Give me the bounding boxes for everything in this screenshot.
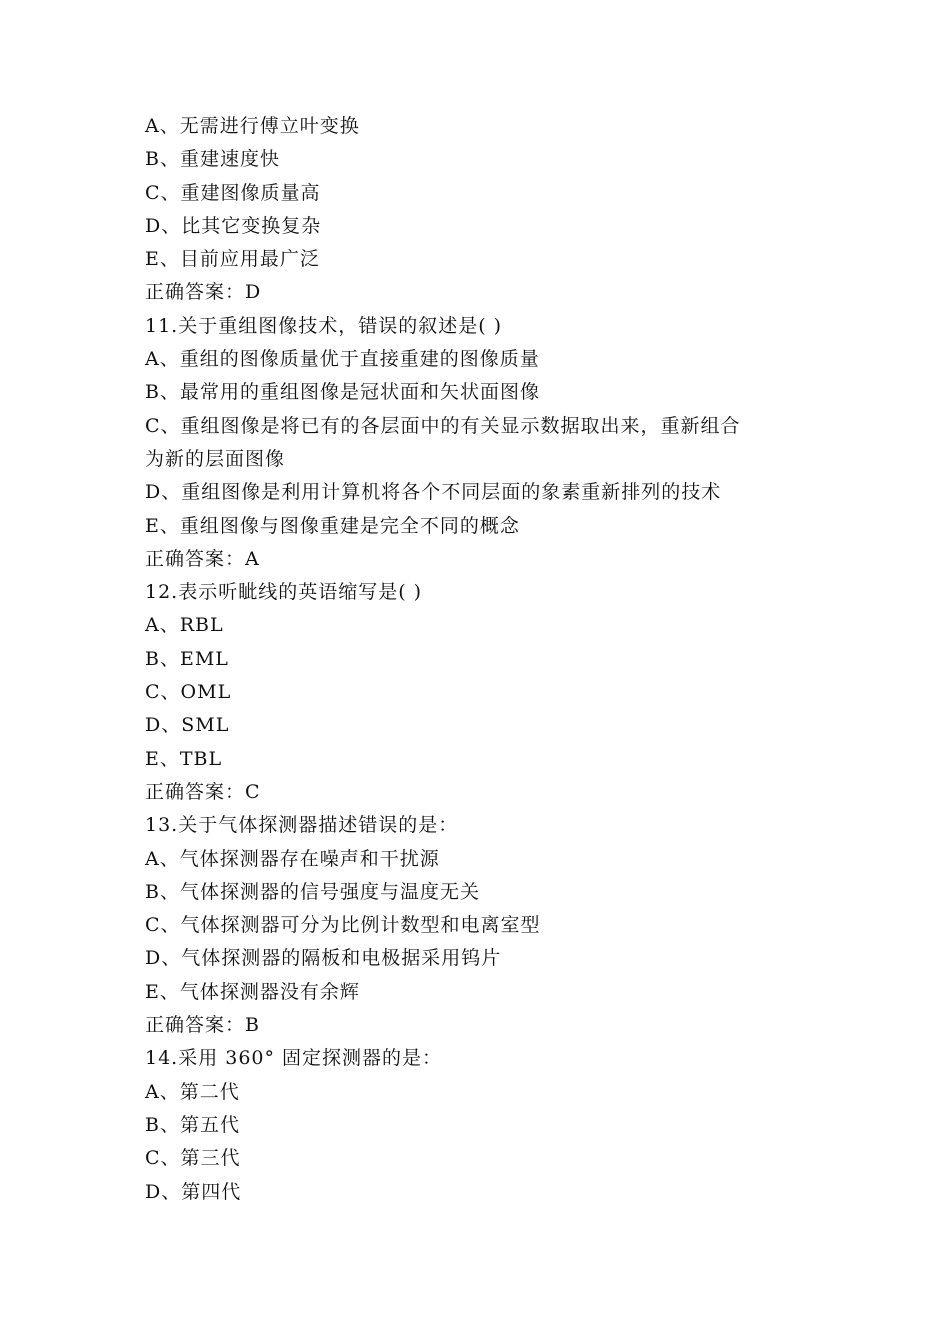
option-line: D、SML: [145, 714, 230, 737]
option-line: E、重组图像与图像重建是完全不同的概念: [145, 514, 520, 537]
answer-line: 正确答案：D: [145, 281, 262, 304]
option-line: A、气体探测器存在噪声和干扰源: [145, 847, 440, 870]
document-page: [145, 110, 825, 1209]
question-line: 14.采用 360° 固定探测器的是：: [145, 1047, 443, 1070]
option-line: B、EML: [145, 647, 229, 670]
option-line: A、第二代: [145, 1080, 240, 1103]
option-line: A、无需进行傅立叶变换: [145, 115, 360, 137]
answer-line: 正确答案：C: [145, 780, 261, 803]
option-line: B、第五代: [145, 1113, 240, 1136]
option-line: E、气体探测器没有余辉: [145, 980, 360, 1003]
option-line: C、OML: [145, 681, 232, 704]
option-line: B、最常用的重组图像是冠状面和矢状面图像: [145, 381, 540, 404]
question-line: 12.表示听眦线的英语缩写是( ): [145, 581, 423, 604]
option-line: C、第三代: [145, 1147, 241, 1170]
option-line: A、RBL: [145, 614, 224, 637]
question-line: 13.关于气体探测器描述错误的是：: [145, 814, 459, 837]
option-line: D、气体探测器的隔板和电极据采用钨片: [145, 947, 502, 970]
answer-line: 正确答案：B: [145, 1014, 260, 1037]
answer-line: 正确答案：A: [145, 547, 260, 570]
option-line: B、重建速度快: [145, 148, 280, 171]
option-line: C、重组图像是将已有的各层面中的有关显示数据取出来，重新组合: [145, 414, 741, 437]
option-line: A、重组的图像质量优于直接重建的图像质量: [145, 348, 540, 371]
option-line: E、目前应用最广泛: [145, 248, 320, 271]
option-line: D、第四代: [145, 1180, 242, 1203]
option-line: E、TBL: [145, 747, 223, 770]
option-line-continuation: 为新的层面图像: [145, 447, 286, 470]
option-line: D、重组图像是利用计算机将各个不同层面的象素重新排列的技术: [145, 481, 722, 504]
option-line: C、气体探测器可分为比例计数型和电离室型: [145, 914, 541, 937]
option-line: D、比其它变换复杂: [145, 214, 322, 237]
option-line: C、重建图像质量高: [145, 181, 321, 204]
question-line: 11.关于重组图像技术，错误的叙述是( ): [145, 314, 503, 337]
option-line: B、气体探测器的信号强度与温度无关: [145, 880, 480, 903]
